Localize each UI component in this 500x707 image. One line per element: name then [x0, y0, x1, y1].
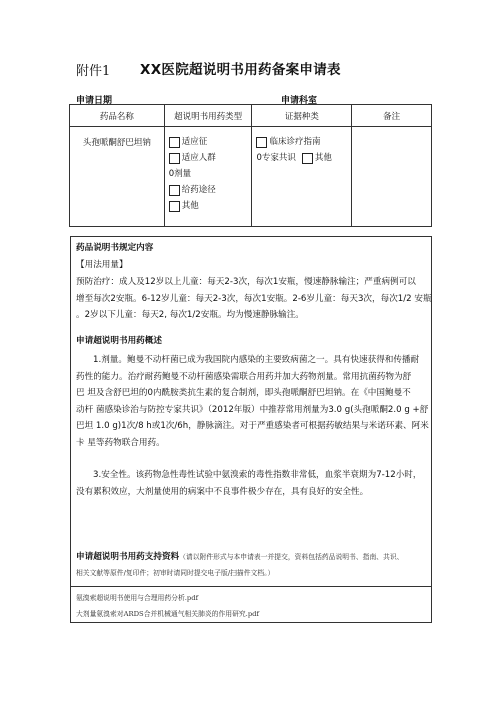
header-remarks: 备注: [352, 105, 432, 127]
checkbox-icon[interactable]: [169, 137, 180, 148]
annex-label: 附件1: [76, 64, 111, 79]
content-section: [70, 236, 432, 587]
spec-heading: 药品说明书规定内容: [76, 243, 154, 253]
evidence-type-cell: [252, 127, 352, 227]
checkbox-icon[interactable]: [302, 153, 313, 164]
header-drug-name: 药品名称: [70, 105, 165, 127]
apply-date-label: 申请日期: [76, 96, 113, 106]
checkbox-icon[interactable]: [169, 201, 180, 212]
support-materials: [76, 549, 432, 581]
type-option-other[interactable]: 其他: [169, 198, 251, 214]
offlabel-type-cell: [164, 127, 252, 227]
attachment-link-1[interactable]: 氨溴索超说明书使用与合理用药分析.pdf: [76, 594, 199, 602]
checkbox-icon[interactable]: [169, 153, 180, 164]
remarks-cell[interactable]: [352, 127, 432, 227]
type-option-route[interactable]: 给药途径: [169, 182, 251, 198]
checkbox-icon[interactable]: [256, 137, 267, 148]
support-note-2: 相关文献等原件/复印件；初审时请同时提交电子版/扫描件文档。）: [76, 569, 275, 577]
overview-para-safety: 3.安全性。该药物急性毒性试验中氨溴索的毒性指数非常低，血浆半衰期为7-12小时， 没有累积效应，大剂量使用的病案中不良事件极少存在，具有良好的安全性。: [76, 470, 422, 497]
apply-dept-label: 申请科室: [281, 96, 318, 106]
type-option-dose: 0剂量: [168, 169, 192, 179]
attachment-link-2[interactable]: 大剂量氨溴索对ARDS合并机械通气相关肺炎的作用研究.pdf: [76, 610, 260, 618]
header-evidence-type: 证据种类: [252, 105, 352, 127]
overview-para-dose: 1.剂量。鲍曼不动杆菌已成为我国院内感染的主要致病菌之一。具有快速获得和传播耐 药性的能力。治疗耐药鲍曼不动杆菌感染需联合用药并加大药物剂量。常用抗菌药物为舒 巴 坦及含舒巴坦的0内酰胺类抗生素的复合制剂，即头孢哌酮舒巴坦钠。在《中国鲍曼不 动杆 菌感染诊治与防控专家共识》（2012年版）中推荐常用剂量为3.0 g(头孢哌酮2.0 g +舒 巴坦 1.0 g)1次/8 h或1次/6h，静脉滴注。对于严重感染者可根据药敏结果与米诺环素、阿米 卡 星等药物联合用药。: [76, 355, 429, 448]
header-offlabel-type: 超说明书用药类型: [164, 105, 252, 127]
drug-info-table: [69, 104, 432, 227]
evidence-option-consensus[interactable]: 0专家共识 其他: [256, 153, 332, 163]
type-option-indication[interactable]: 适应征: [169, 134, 251, 150]
usage-text: 预防治疗：成人及12岁以上儿童：每天2-3次，每次1安瓶，慢速静脉输注；严重病例可以 增至每次2安瓶。6-12岁儿童：每天2-3次，每次1安瓶。2-6岁儿童：每天3次，每次1/2 安瓶 。2岁以下儿童：每天2, 每次1/2安瓶。均为慢速静脉输注。: [76, 277, 432, 320]
title-row: [76, 58, 436, 78]
attachment-list: [70, 587, 432, 623]
checkbox-icon[interactable]: [169, 185, 180, 196]
overview-heading: 申请超说明书用药概述: [76, 336, 162, 346]
usage-tag: 【用法用量】: [76, 260, 128, 270]
drug-name-cell: [70, 127, 165, 227]
evidence-option-guideline[interactable]: 临床诊疗指南: [256, 134, 350, 150]
support-heading: 申请超说明书用药支持资料: [76, 552, 180, 562]
page-title: XX医院超说明书用药备案申请表: [140, 62, 341, 78]
type-option-population[interactable]: 适应人群: [169, 150, 251, 166]
support-note-1: （请以附件形式与本申请表一并提交，资料包括药品说明书、指南、共识、: [179, 553, 404, 561]
drug-name: 头孢哌酮舒巴坦钠: [82, 138, 151, 148]
